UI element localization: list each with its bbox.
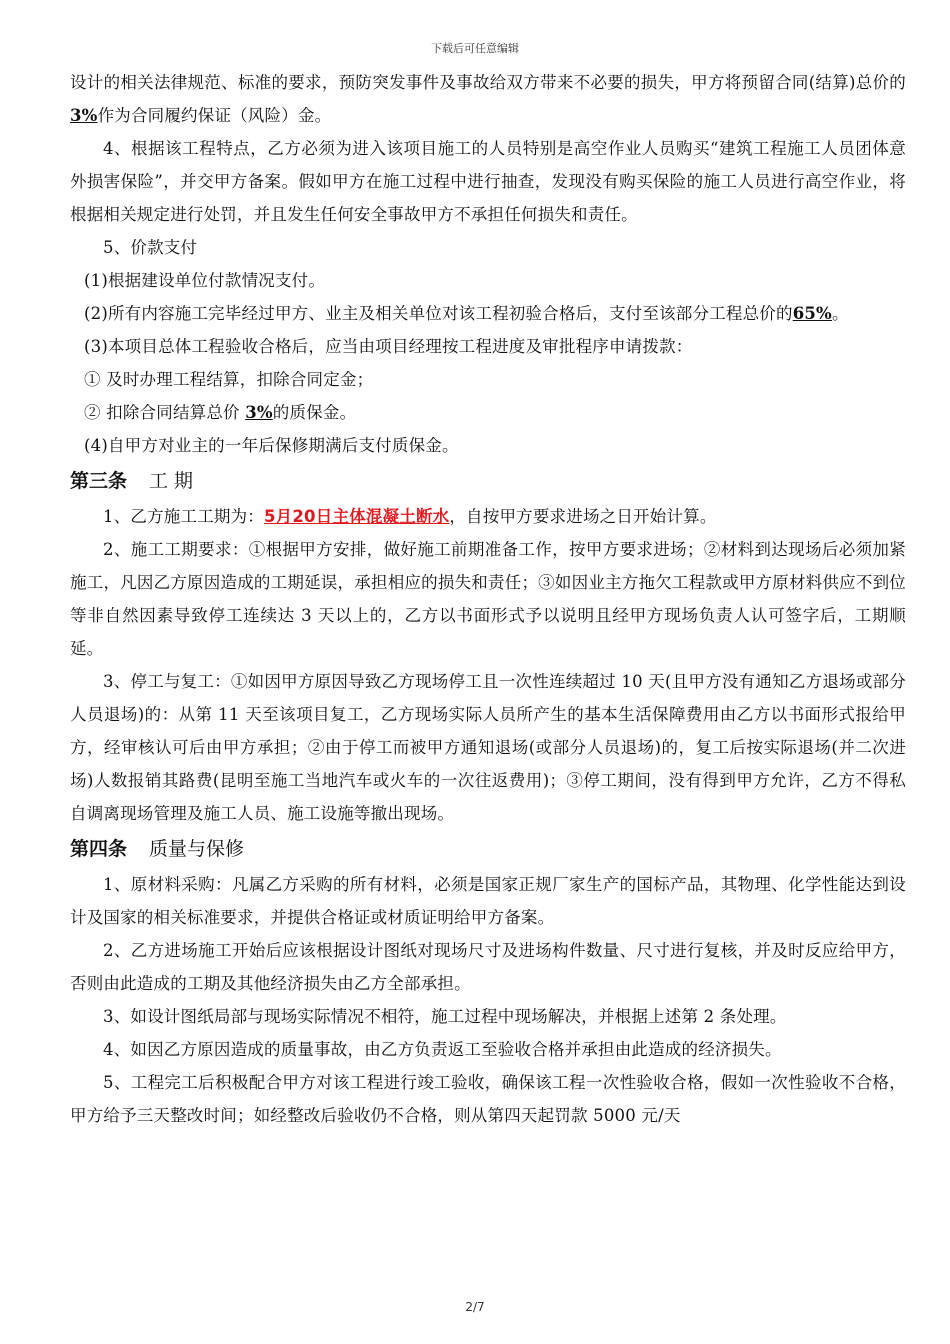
payment-item-3: (3)本项目总体工程验收合格后，应当由项目经理按工程进度及审批程序申请拨款： xyxy=(84,337,693,356)
paragraph-quality-accident: 4、如因乙方原因造成的质量事故，由乙方负责返工至验收合格并承担由此造成的经济损失。 xyxy=(103,1040,782,1059)
paragraph-acceptance: 5、工程完工后积极配合甲方对该工程进行竣工验收，确保该工程一次性验收合格，假如一次性验收不合格，甲方给予三天整改时间；如经整改后验收仍不合格，则从第四天起罚款 5000 元/天 xyxy=(70,1073,906,1125)
paragraph-guarantee: 设计的相关法律规范、标准的要求，预防突发事件及事故给双方带来不必要的损失，甲方将预留合同(结算)总价的3%作为合同履约保证（风险）金。 xyxy=(70,73,906,125)
paragraph-materials: 1、原材料采购：凡属乙方采购的所有材料，必须是国家正规厂家生产的国标产品，其物理、化学性能达到设计及国家的相关标准要求，并提供合格证或材质证明给甲方备案。 xyxy=(70,875,906,927)
paragraph-schedule-requirements: 2、施工工期要求：①根据甲方安排，做好施工前期准备工作，按甲方要求进场；②材料到达现场后必须加紧施工，凡因乙方原因造成的工期延误，承担相应的损失和责任；③如因业主方拖欠工程款或甲方原材料供应不到位等非自然因素导致停工连续达 3 天以上的，乙方以书面形式予以说明且经甲方现场负责人认可签字后，工期顺延。 xyxy=(70,540,906,658)
deadline-highlight: 5月20日主体混凝土断水 xyxy=(264,507,450,526)
paragraph-drawings: 3、如设计图纸局部与现场实际情况不相符，施工过程中现场解决，并根据上述第 2 条处理。 xyxy=(103,1007,787,1026)
section-heading-3: 第三条 工 期 xyxy=(70,470,194,492)
payment-subitem-1: ① 及时办理工程结算，扣除合同定金； xyxy=(84,370,374,389)
section-heading-4: 第四条 质量与保修 xyxy=(70,838,245,860)
paragraph-verification: 2、乙方进场施工开始后应该根据设计图纸对现场尺寸及进场构件数量、尺寸进行复核，并及时反应给甲方，否则由此造成的工期及其他经济损失由乙方全部承担。 xyxy=(70,941,906,993)
payment-item-2: (2)所有内容施工完毕经过甲方、业主及相关单位对该工程初验合格后，支付至该部分工程总价的65%。 xyxy=(84,304,849,323)
document-body xyxy=(70,66,906,1132)
page-header: 下载后可任意编辑 xyxy=(431,42,519,55)
page-number: 2/7 xyxy=(465,1300,485,1314)
payment-item-4: (4)自甲方对业主的一年后保修期满后支付质保金。 xyxy=(84,436,459,455)
paragraph-insurance: 4、根据该工程特点，乙方必须为进入该项目施工的人员特别是高空作业人员购买“建筑工程施工人员团体意外损害保险”，并交甲方备案。假如甲方在施工过程中进行抽查，发现没有购买保险的施工人员进行高空作业，将根据相关规定进行处罚，并且发生任何安全事故甲方不承担任何损失和责任。 xyxy=(70,139,906,224)
guarantee-percent: 3% xyxy=(70,106,98,125)
payment-subitem-2: ② 扣除合同结算总价 3%的质保金。 xyxy=(84,403,357,422)
paragraph-stoppage: 3、停工与复工：①如因甲方原因导致乙方现场停工且一次性连续超过 10 天(且甲方没有通知乙方退场或部分人员退场)的：从第 11 天至该项目复工，乙方现场实际人员所产生的基本生活保障费用由乙方以书面形式报给甲方，经审核认可后由甲方承担；②由于停工而被甲方通知退场(或部分人员退场)的，复工后按实际退场(并二次进场)人数报销其路费(昆明至施工当地汽车或火车的一次往返费用)；③停工期间，没有得到甲方允许，乙方不得私自调离现场管理及施工人员、施工设施等撤出现场。 xyxy=(70,672,906,823)
payment-percent: 65% xyxy=(792,304,832,323)
retention-percent: 3% xyxy=(245,403,273,422)
payment-item-1: (1)根据建设单位付款情况支付。 xyxy=(84,271,326,290)
paragraph-payment-heading: 5、价款支付 xyxy=(103,238,198,257)
paragraph-schedule: 1、乙方施工工期为：5月20日主体混凝土断水，自按甲方要求进场之日开始计算。 xyxy=(103,507,717,526)
